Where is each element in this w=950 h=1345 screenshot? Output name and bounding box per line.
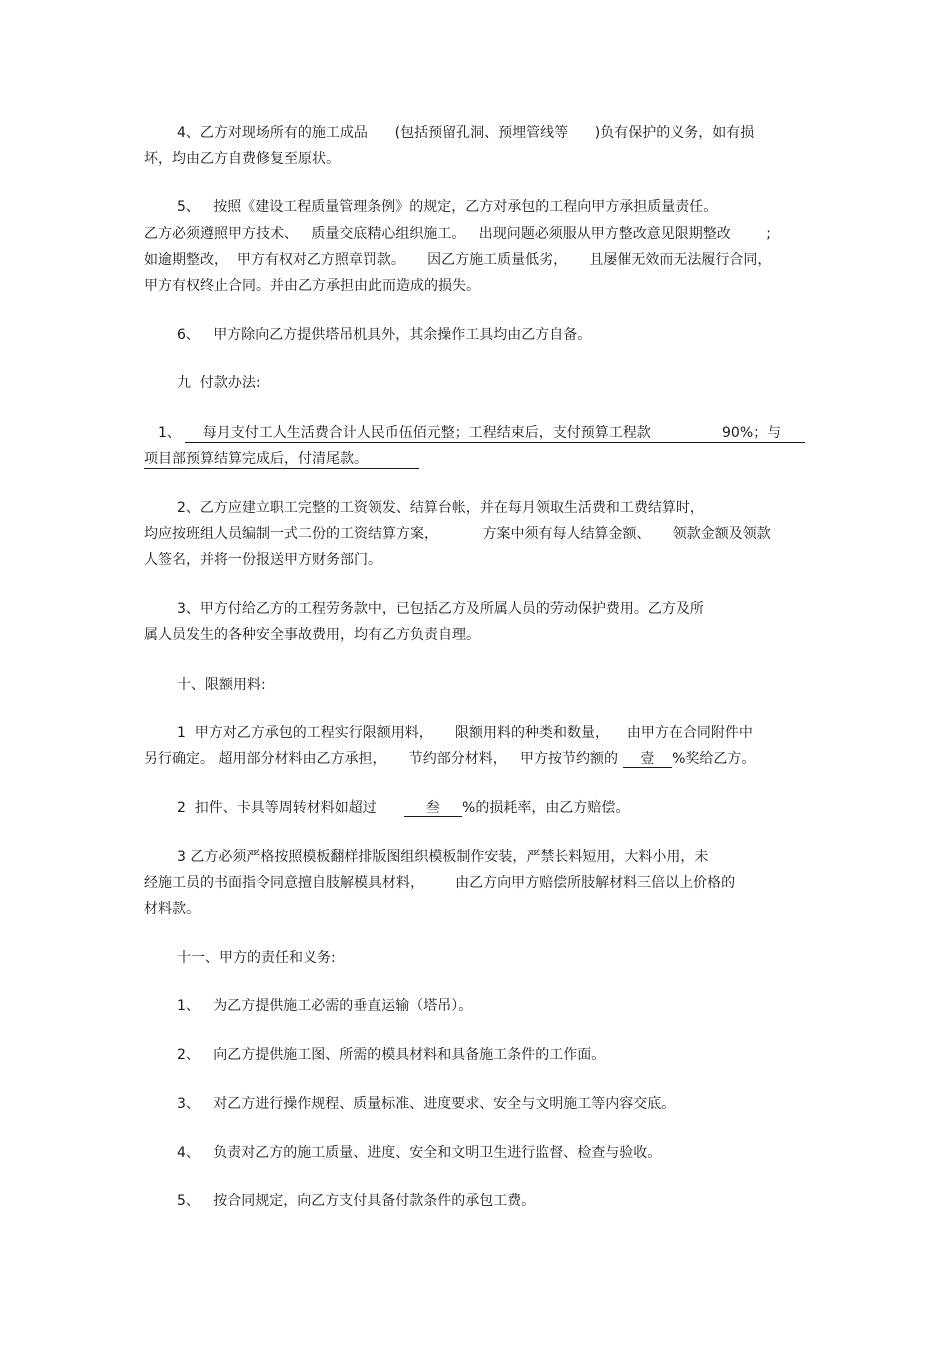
clause-10-1-line-1: 1 甲方对乙方承包的工程实行限额用料， 限额用料的种类和数量， 由甲方在合同附件中 (177, 725, 753, 741)
clause-11-1: 1、 为乙方提供施工必需的垂直运输（塔吊）。 (177, 998, 473, 1014)
section-9-heading: 九 付款办法: (177, 375, 261, 391)
clause-10-3-line-2: 经施工员的书面指令同意擅自肢解模具材料， 由乙方向甲方赔偿所肢解材料三倍以上价格的 (144, 875, 736, 891)
reward-percent-blank: 壹 (622, 751, 673, 767)
section-10-heading: 十、限额用料: (177, 677, 266, 693)
clause-8-5-line-2: 乙方必须遵照甲方技术、 质量交底精心组织施工。 出现问题必须服从甲方整改意见限期整改 ; (144, 226, 772, 242)
clause-9-2-line-1: 2、乙方应建立职工完整的工资领发、结算台帐，并在每月领取生活费和工费结算时， (177, 500, 704, 516)
clause-8-5-line-1: 5、 按照《建设工程质量管理条例》的规定，乙方对承包的工程向甲方承担质量责任。 (177, 199, 718, 215)
clause-11-3: 3、 对乙方进行操作规程、质量标准、进度要求、安全与文明施工等内容交底。 (177, 1096, 676, 1112)
clause-9-3-line-1: 3、甲方付给乙方的工程劳务款中，已包括乙方及所属人员的劳动保护费用。乙方及所 (177, 601, 704, 617)
clause-11-5: 5、 按合同规定，向乙方支付具备付款条件的承包工费。 (177, 1193, 536, 1209)
clause-8-5-line-3: 如逾期整改， 甲方有权对乙方照章罚款。 因乙方施工质量低劣， 且屡催无效而无法履行合同， (144, 252, 772, 268)
clause-10-3-line-3: 材料款。 (144, 901, 200, 917)
clause-8-5-line-4: 甲方有权终止合同。并由乙方承担由此而造成的损失。 (144, 278, 480, 294)
clause-10-1-text-a: 另行确定。 超用部分材料由乙方承担， 节约部分材料， 甲方按节约额的 (144, 751, 623, 767)
clause-9-2-line-2: 均应按班组人员编制一式二份的工资结算方案， 方案中须有每人结算金额、 领款金额及领款 (144, 526, 771, 542)
clause-11-4: 4、 负责对乙方的施工质量、进度、安全和文明卫生进行监督、检查与验收。 (177, 1145, 662, 1161)
clause-11-2: 2、 向乙方提供施工图、所需的模具材料和具备施工条件的工作面。 (177, 1047, 606, 1063)
clause-9-1-line-2: 项目部预算结算完成后，付清尾款。 (144, 450, 419, 469)
clause-9-3-line-2: 属人员发生的各种安全事故费用，均有乙方负责自理。 (144, 627, 480, 643)
clause-10-2-text-b: %的损耗率，由乙方赔偿。 (462, 800, 630, 816)
clause-8-4-line-1: 4、乙方对现场所有的施工成品 (包括预留孔洞、预埋管线等 )负有保护的义务，如有损 (177, 125, 755, 141)
clause-10-1-text-b: %奖给乙方。 (672, 751, 756, 767)
clause-10-1-line-2 (144, 750, 755, 768)
section-11-heading: 十一、甲方的责任和义务: (177, 950, 336, 966)
clause-8-4-line-2: 坏，均由乙方自费修复至原状。 (144, 151, 340, 167)
clause-10-3-line-1: 3 乙方必须严格按照模板翻样排版图组织模板制作安装，严禁长料短用，大料小用，未 (177, 849, 709, 865)
loss-rate-blank: 叁 (403, 800, 463, 816)
clause-10-2-line-1 (177, 799, 629, 817)
clause-10-2-text-a: 2 扣件、卡具等周转材料如超过 (177, 800, 404, 816)
clause-8-6-line-1: 6、 甲方除向乙方提供塔吊机具外，其余操作工具均由乙方自备。 (177, 327, 592, 343)
clause-9-1-line-1: 每月支付工人生活费合计人民币伍佰元整；工程结束后，支付预算工程款 90%；与 (185, 424, 805, 443)
clause-9-2-line-3: 人签名，并将一份报送甲方财务部门。 (144, 552, 382, 568)
clause-9-1-number: 1、 (158, 425, 181, 441)
